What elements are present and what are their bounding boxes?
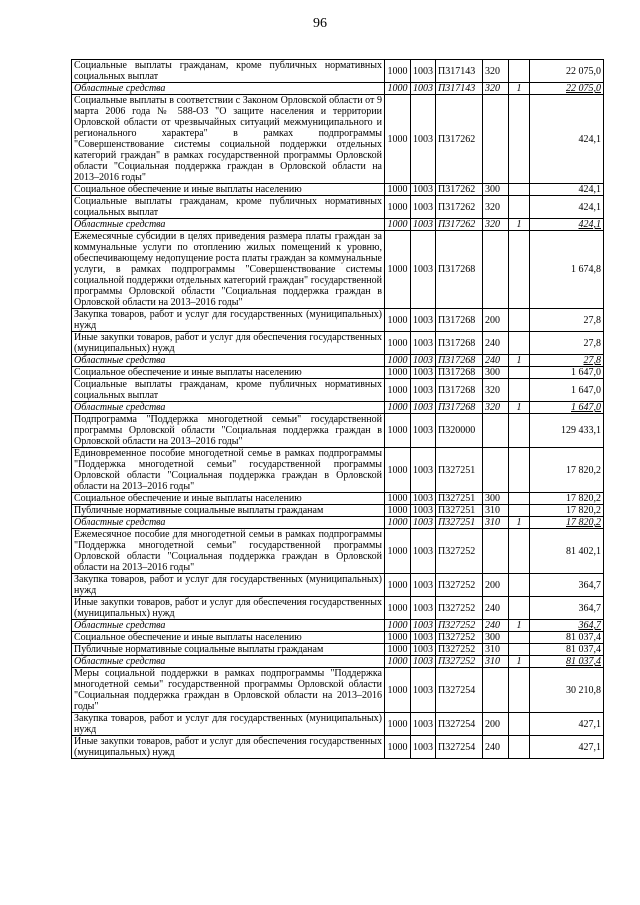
row-name-cell: Социальные выплаты гражданам, кроме публичных нормативных социальных выплат bbox=[72, 379, 385, 402]
expense-type-code-cell: 320 bbox=[483, 402, 509, 414]
section-code-cell: 1000 bbox=[385, 644, 411, 656]
amount-cell: 27,8 bbox=[530, 355, 604, 367]
section-code-cell: 1000 bbox=[385, 517, 411, 529]
section-code-cell: 1000 bbox=[385, 219, 411, 231]
target-article-code-cell: П317262 bbox=[436, 184, 483, 196]
target-article-code-cell: П327252 bbox=[436, 656, 483, 668]
row-name-cell: Областные средства bbox=[72, 355, 385, 367]
subsection-code-cell: 1003 bbox=[411, 196, 436, 219]
expense-type-code-cell: 200 bbox=[483, 713, 509, 736]
expense-type-code-cell: 320 bbox=[483, 219, 509, 231]
subsection-code-cell: 1003 bbox=[411, 60, 436, 83]
table-row bbox=[72, 379, 604, 402]
table-row bbox=[72, 414, 604, 448]
table-row bbox=[72, 95, 604, 184]
table-row bbox=[72, 448, 604, 493]
amount-cell: 22 075,0 bbox=[530, 83, 604, 95]
subsection-code-cell: 1003 bbox=[411, 231, 436, 309]
section-code-cell: 1000 bbox=[385, 493, 411, 505]
amount-cell: 81 402,1 bbox=[530, 529, 604, 574]
section-code-cell: 1000 bbox=[385, 414, 411, 448]
row-name-cell: Областные средства bbox=[72, 402, 385, 414]
funding-source-code-cell bbox=[509, 332, 530, 355]
funding-source-code-cell bbox=[509, 493, 530, 505]
amount-cell: 27,8 bbox=[530, 332, 604, 355]
amount-cell: 17 820,2 bbox=[530, 493, 604, 505]
expense-type-code-cell bbox=[483, 231, 509, 309]
table-row bbox=[72, 632, 604, 644]
target-article-code-cell: П327252 bbox=[436, 632, 483, 644]
row-name-cell: Областные средства bbox=[72, 83, 385, 95]
funding-source-code-cell bbox=[509, 367, 530, 379]
row-name-cell: Ежемесячное пособие для многодетной семьи в рамках подпрограммы "Поддержка многодетной семьи" государственной программы Орловской области "Социальная поддержка граждан в Орловской области на 2013–2016 годы" bbox=[72, 529, 385, 574]
expense-type-code-cell: 300 bbox=[483, 184, 509, 196]
row-name-cell: Публичные нормативные социальные выплаты гражданам bbox=[72, 644, 385, 656]
target-article-code-cell: П317143 bbox=[436, 83, 483, 95]
expense-type-code-cell: 300 bbox=[483, 632, 509, 644]
amount-cell: 129 433,1 bbox=[530, 414, 604, 448]
subsection-code-cell: 1003 bbox=[411, 505, 436, 517]
section-code-cell: 1000 bbox=[385, 231, 411, 309]
target-article-code-cell: П317262 bbox=[436, 196, 483, 219]
funding-source-code-cell bbox=[509, 668, 530, 713]
amount-cell: 424,1 bbox=[530, 184, 604, 196]
expense-type-code-cell: 240 bbox=[483, 736, 509, 759]
subsection-code-cell: 1003 bbox=[411, 644, 436, 656]
amount-cell: 30 210,8 bbox=[530, 668, 604, 713]
row-name-cell: Областные средства bbox=[72, 517, 385, 529]
subsection-code-cell: 1003 bbox=[411, 379, 436, 402]
row-name-cell: Подпрограмма "Поддержка многодетной семьи" государственной программы Орловской области "Социальная поддержка граждан в Орловской области на 2013–2016 годы" bbox=[72, 414, 385, 448]
amount-cell: 17 820,2 bbox=[530, 517, 604, 529]
row-name-cell: Социальные выплаты гражданам, кроме публичных нормативных социальных выплат bbox=[72, 60, 385, 83]
section-code-cell: 1000 bbox=[385, 505, 411, 517]
amount-cell: 364,7 bbox=[530, 620, 604, 632]
table-row bbox=[72, 668, 604, 713]
amount-cell: 424,1 bbox=[530, 196, 604, 219]
row-name-cell: Социальные выплаты гражданам, кроме публичных нормативных социальных выплат bbox=[72, 196, 385, 219]
funding-source-code-cell bbox=[509, 736, 530, 759]
table-body bbox=[72, 60, 604, 759]
funding-source-code-cell bbox=[509, 644, 530, 656]
expense-type-code-cell: 320 bbox=[483, 60, 509, 83]
target-article-code-cell: П327251 bbox=[436, 493, 483, 505]
expense-type-code-cell bbox=[483, 668, 509, 713]
row-name-cell: Социальное обеспечение и иные выплаты населению bbox=[72, 184, 385, 196]
amount-cell: 1 674,8 bbox=[530, 231, 604, 309]
expense-type-code-cell: 300 bbox=[483, 367, 509, 379]
table-row bbox=[72, 184, 604, 196]
expense-type-code-cell: 300 bbox=[483, 493, 509, 505]
section-code-cell: 1000 bbox=[385, 402, 411, 414]
target-article-code-cell: П317143 bbox=[436, 60, 483, 83]
amount-cell: 424,1 bbox=[530, 95, 604, 184]
row-name-cell: Социальное обеспечение и иные выплаты населению bbox=[72, 632, 385, 644]
section-code-cell: 1000 bbox=[385, 529, 411, 574]
target-article-code-cell: П327252 bbox=[436, 574, 483, 597]
expense-type-code-cell: 240 bbox=[483, 332, 509, 355]
target-article-code-cell: П327254 bbox=[436, 713, 483, 736]
budget-table bbox=[71, 59, 604, 759]
row-name-cell: Закупка товаров, работ и услуг для государственных (муниципальных) нужд bbox=[72, 309, 385, 332]
subsection-code-cell: 1003 bbox=[411, 632, 436, 644]
subsection-code-cell: 1003 bbox=[411, 597, 436, 620]
expense-type-code-cell: 240 bbox=[483, 620, 509, 632]
target-article-code-cell: П327254 bbox=[436, 668, 483, 713]
row-name-cell: Иные закупки товаров, работ и услуг для обеспечения государственных (муниципальных) нужд bbox=[72, 332, 385, 355]
funding-source-code-cell bbox=[509, 597, 530, 620]
target-article-code-cell: П327252 bbox=[436, 597, 483, 620]
amount-cell: 81 037,4 bbox=[530, 632, 604, 644]
target-article-code-cell: П317268 bbox=[436, 367, 483, 379]
target-article-code-cell: П327251 bbox=[436, 505, 483, 517]
subsection-code-cell: 1003 bbox=[411, 448, 436, 493]
funding-source-code-cell: 1 bbox=[509, 517, 530, 529]
amount-cell: 364,7 bbox=[530, 597, 604, 620]
expense-type-code-cell bbox=[483, 95, 509, 184]
funding-source-code-cell: 1 bbox=[509, 620, 530, 632]
amount-cell: 17 820,2 bbox=[530, 505, 604, 517]
section-code-cell: 1000 bbox=[385, 309, 411, 332]
row-name-cell: Закупка товаров, работ и услуг для государственных (муниципальных) нужд bbox=[72, 574, 385, 597]
section-code-cell: 1000 bbox=[385, 656, 411, 668]
funding-source-code-cell bbox=[509, 196, 530, 219]
table-row bbox=[72, 332, 604, 355]
expense-type-code-cell: 320 bbox=[483, 83, 509, 95]
row-name-cell: Областные средства bbox=[72, 656, 385, 668]
expense-type-code-cell: 240 bbox=[483, 355, 509, 367]
row-name-cell: Социальное обеспечение и иные выплаты населению bbox=[72, 367, 385, 379]
section-code-cell: 1000 bbox=[385, 632, 411, 644]
expense-type-code-cell: 320 bbox=[483, 379, 509, 402]
subsection-code-cell: 1003 bbox=[411, 95, 436, 184]
expense-type-code-cell: 310 bbox=[483, 505, 509, 517]
subsection-code-cell: 1003 bbox=[411, 529, 436, 574]
subsection-code-cell: 1003 bbox=[411, 517, 436, 529]
expense-type-code-cell: 310 bbox=[483, 656, 509, 668]
table-row bbox=[72, 736, 604, 759]
table-row bbox=[72, 196, 604, 219]
funding-source-code-cell bbox=[509, 95, 530, 184]
expense-type-code-cell bbox=[483, 414, 509, 448]
row-name-cell: Областные средства bbox=[72, 620, 385, 632]
funding-source-code-cell bbox=[509, 713, 530, 736]
target-article-code-cell: П327251 bbox=[436, 448, 483, 493]
section-code-cell: 1000 bbox=[385, 448, 411, 493]
expense-type-code-cell: 200 bbox=[483, 574, 509, 597]
funding-source-code-cell bbox=[509, 505, 530, 517]
amount-cell: 427,1 bbox=[530, 736, 604, 759]
target-article-code-cell: П327252 bbox=[436, 529, 483, 574]
amount-cell: 424,1 bbox=[530, 219, 604, 231]
table-row bbox=[72, 493, 604, 505]
row-name-cell: Иные закупки товаров, работ и услуг для обеспечения государственных (муниципальных) нужд bbox=[72, 736, 385, 759]
section-code-cell: 1000 bbox=[385, 668, 411, 713]
target-article-code-cell: П317268 bbox=[436, 402, 483, 414]
page-number: 96 bbox=[313, 16, 327, 31]
table-row-oblast-funds bbox=[72, 219, 604, 231]
table-row bbox=[72, 644, 604, 656]
section-code-cell: 1000 bbox=[385, 367, 411, 379]
subsection-code-cell: 1003 bbox=[411, 620, 436, 632]
section-code-cell: 1000 bbox=[385, 184, 411, 196]
subsection-code-cell: 1003 bbox=[411, 83, 436, 95]
expense-type-code-cell bbox=[483, 448, 509, 493]
section-code-cell: 1000 bbox=[385, 196, 411, 219]
table-row bbox=[72, 529, 604, 574]
expense-type-code-cell: 310 bbox=[483, 517, 509, 529]
subsection-code-cell: 1003 bbox=[411, 736, 436, 759]
funding-source-code-cell bbox=[509, 184, 530, 196]
amount-cell: 1 647,0 bbox=[530, 367, 604, 379]
subsection-code-cell: 1003 bbox=[411, 355, 436, 367]
section-code-cell: 1000 bbox=[385, 597, 411, 620]
funding-source-code-cell bbox=[509, 574, 530, 597]
target-article-code-cell: П317268 bbox=[436, 332, 483, 355]
funding-source-code-cell: 1 bbox=[509, 355, 530, 367]
amount-cell: 81 037,4 bbox=[530, 644, 604, 656]
funding-source-code-cell bbox=[509, 231, 530, 309]
table-row-oblast-funds bbox=[72, 83, 604, 95]
section-code-cell: 1000 bbox=[385, 736, 411, 759]
row-name-cell: Единовременное пособие многодетной семье в рамках подпрограммы "Поддержка многодетной семьи" государственной программы Орловской области "Социальная поддержка граждан в Орловской области на 2013–2016 годы" bbox=[72, 448, 385, 493]
section-code-cell: 1000 bbox=[385, 60, 411, 83]
table-row-oblast-funds bbox=[72, 355, 604, 367]
row-name-cell: Социальное обеспечение и иные выплаты населению bbox=[72, 493, 385, 505]
table-row bbox=[72, 60, 604, 83]
funding-source-code-cell bbox=[509, 529, 530, 574]
target-article-code-cell: П317268 bbox=[436, 309, 483, 332]
funding-source-code-cell: 1 bbox=[509, 402, 530, 414]
subsection-code-cell: 1003 bbox=[411, 402, 436, 414]
table-row bbox=[72, 231, 604, 309]
target-article-code-cell: П317268 bbox=[436, 355, 483, 367]
table-row-oblast-funds bbox=[72, 402, 604, 414]
table-row bbox=[72, 597, 604, 620]
section-code-cell: 1000 bbox=[385, 713, 411, 736]
funding-source-code-cell bbox=[509, 448, 530, 493]
subsection-code-cell: 1003 bbox=[411, 309, 436, 332]
subsection-code-cell: 1003 bbox=[411, 414, 436, 448]
funding-source-code-cell bbox=[509, 632, 530, 644]
amount-cell: 1 647,0 bbox=[530, 402, 604, 414]
target-article-code-cell: П320000 bbox=[436, 414, 483, 448]
target-article-code-cell: П317268 bbox=[436, 379, 483, 402]
funding-source-code-cell: 1 bbox=[509, 219, 530, 231]
table-row bbox=[72, 574, 604, 597]
target-article-code-cell: П317262 bbox=[436, 95, 483, 184]
expense-type-code-cell: 310 bbox=[483, 644, 509, 656]
amount-cell: 1 647,0 bbox=[530, 379, 604, 402]
funding-source-code-cell bbox=[509, 60, 530, 83]
amount-cell: 17 820,2 bbox=[530, 448, 604, 493]
subsection-code-cell: 1003 bbox=[411, 668, 436, 713]
amount-cell: 81 037,4 bbox=[530, 656, 604, 668]
target-article-code-cell: П327252 bbox=[436, 620, 483, 632]
section-code-cell: 1000 bbox=[385, 83, 411, 95]
expense-type-code-cell: 320 bbox=[483, 196, 509, 219]
subsection-code-cell: 1003 bbox=[411, 656, 436, 668]
table-row-oblast-funds bbox=[72, 517, 604, 529]
target-article-code-cell: П327254 bbox=[436, 736, 483, 759]
amount-cell: 27,8 bbox=[530, 309, 604, 332]
expense-type-code-cell bbox=[483, 529, 509, 574]
funding-source-code-cell bbox=[509, 309, 530, 332]
row-name-cell: Иные закупки товаров, работ и услуг для обеспечения государственных (муниципальных) нужд bbox=[72, 597, 385, 620]
row-name-cell: Публичные нормативные социальные выплаты гражданам bbox=[72, 505, 385, 517]
subsection-code-cell: 1003 bbox=[411, 574, 436, 597]
row-name-cell: Ежемесячные субсидии в целях приведения размера платы граждан за коммунальные услуги по отоплению жилых помещений к уровню, обеспечивающему недопущение роста платы граждан за коммунальные услуги, в рамках подпрограммы "Совершенствование системы социальной поддержки отдельных категорий граждан" государственной программы Орловской области "Социальная поддержка граждан в Орловской области на 2013–2016 годы" bbox=[72, 231, 385, 309]
target-article-code-cell: П317262 bbox=[436, 219, 483, 231]
section-code-cell: 1000 bbox=[385, 355, 411, 367]
table-row-oblast-funds bbox=[72, 656, 604, 668]
target-article-code-cell: П327252 bbox=[436, 644, 483, 656]
row-name-cell: Меры социальной поддержки в рамках подпрограммы "Поддержка многодетной семьи" государственной программы Орловской области "Социальная поддержка граждан в Орловской области на 2013–2016 годы" bbox=[72, 668, 385, 713]
target-article-code-cell: П327251 bbox=[436, 517, 483, 529]
funding-source-code-cell: 1 bbox=[509, 656, 530, 668]
subsection-code-cell: 1003 bbox=[411, 367, 436, 379]
table-row bbox=[72, 309, 604, 332]
subsection-code-cell: 1003 bbox=[411, 713, 436, 736]
section-code-cell: 1000 bbox=[385, 95, 411, 184]
row-name-cell: Закупка товаров, работ и услуг для государственных (муниципальных) нужд bbox=[72, 713, 385, 736]
subsection-code-cell: 1003 bbox=[411, 332, 436, 355]
funding-source-code-cell: 1 bbox=[509, 83, 530, 95]
section-code-cell: 1000 bbox=[385, 574, 411, 597]
subsection-code-cell: 1003 bbox=[411, 184, 436, 196]
table-row bbox=[72, 713, 604, 736]
amount-cell: 22 075,0 bbox=[530, 60, 604, 83]
subsection-code-cell: 1003 bbox=[411, 219, 436, 231]
funding-source-code-cell bbox=[509, 379, 530, 402]
target-article-code-cell: П317268 bbox=[436, 231, 483, 309]
subsection-code-cell: 1003 bbox=[411, 493, 436, 505]
funding-source-code-cell bbox=[509, 414, 530, 448]
section-code-cell: 1000 bbox=[385, 379, 411, 402]
section-code-cell: 1000 bbox=[385, 332, 411, 355]
table-row bbox=[72, 367, 604, 379]
expense-type-code-cell: 200 bbox=[483, 309, 509, 332]
amount-cell: 364,7 bbox=[530, 574, 604, 597]
amount-cell: 427,1 bbox=[530, 713, 604, 736]
row-name-cell: Областные средства bbox=[72, 219, 385, 231]
table-row-oblast-funds bbox=[72, 620, 604, 632]
table-row bbox=[72, 505, 604, 517]
row-name-cell: Социальные выплаты в соответствии с Законом Орловской области от 9 марта 2006 года № 588-ОЗ "О защите населения и территории Орловской области от чрезвычайных ситуаций межмуниципального и регионального характера" в рамках подпрограммы "Совершенствование системы социальной поддержки отдельных категорий граждан" в рамках государственной программы Орловской области "Социальная поддержка граждан в Орловской области на 2013–2016 годы" bbox=[72, 95, 385, 184]
section-code-cell: 1000 bbox=[385, 620, 411, 632]
expense-type-code-cell: 240 bbox=[483, 597, 509, 620]
